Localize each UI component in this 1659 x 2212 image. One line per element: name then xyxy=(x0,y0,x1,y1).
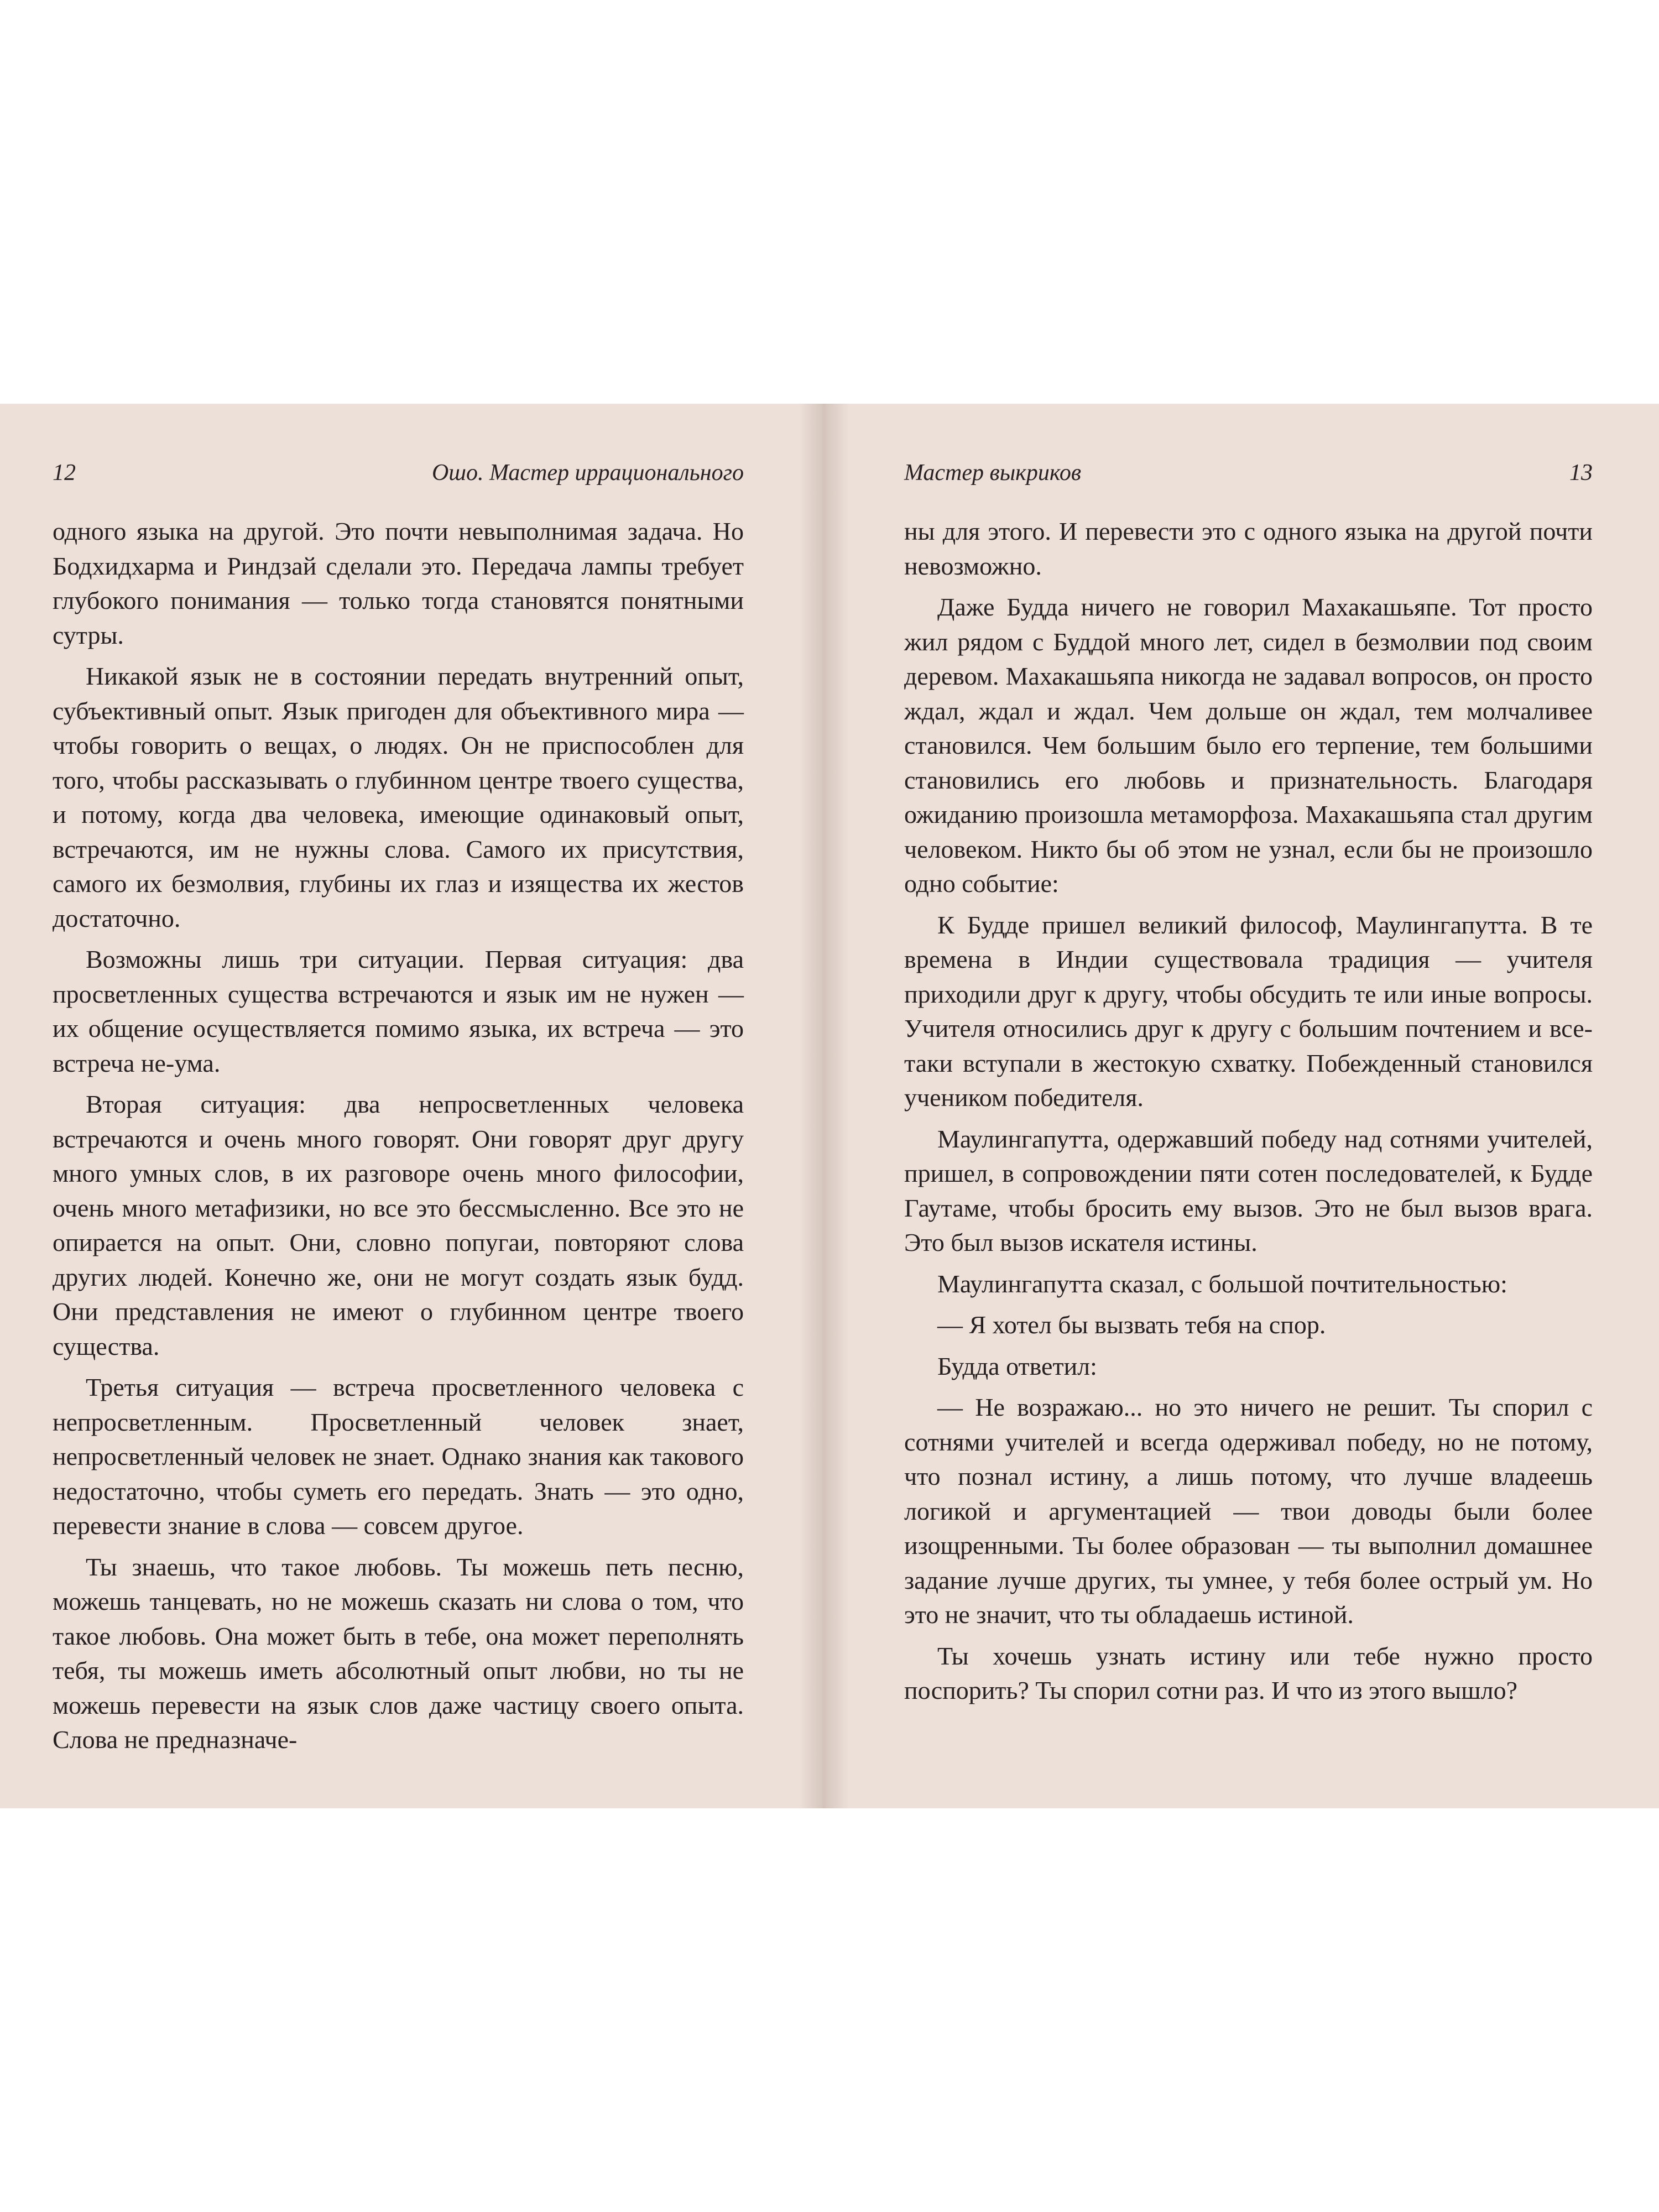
dialogue-line: — Не возражаю... но это ничего не решит. Ты спорил с сотнями учителей и всегда одерживал победу, но не потому, что познал истину, а лишь потому, что лучше владеешь логикой и аргументацией — твои доводы были более изощренными. Ты более образован — ты выполнил домашнее задание лучше других, ты умнее, у тебя более острый ум. Но это не значит, что ты обладаешь истиной. xyxy=(904,1393,1593,1629)
paragraph: Маулингапутта сказал, с большой почтительностью: xyxy=(937,1269,1507,1298)
left-page xyxy=(53,404,744,1808)
paragraph: Ты знаешь, что такое любовь. Ты можешь петь песню, можешь танцевать, но не можешь сказать ни слова о том, что такое любовь. Она может быть в тебе, она может переполнять тебя, ты можешь иметь абсолютный опыт любви, но ты не можешь перевести на язык слов даже частицу своего опыта. Слова не предназначе- xyxy=(53,1552,744,1754)
paragraph: Никакой язык не в состоянии передать внутренний опыт, субъективный опыт. Язык пригоден для объективного мира — чтобы говорить о вещах, о людях. Он не приспособлен для того, чтобы рассказывать о глубинном центре твоего существа, и потому, когда два человека, имеющие одинаковый опыт, встречаются, им не нужны слова. Самого их присутствия, самого их безмолвия, глубины их глаз и изящества их жестов достаточно. xyxy=(53,662,744,932)
paragraph: Даже Будда ничего не говорил Махакашьяпе. Тот просто жил рядом с Буддой много лет, сидел в безмолвии под своим деревом. Махакашьяпа никогда не задавал вопросов, он просто ждал, ждал и ждал. Чем дольше он ждал, тем молчаливее становился. Чем большим было его терпение, тем большими становились его любовь и признательность. Благодаря ожиданию произошла метаморфоза. Махакашьяпа стал другим человеком. Никто бы об этом не узнал, если бы не произошло одно событие: xyxy=(904,593,1593,898)
dialogue-line: — Я хотел бы вызвать тебя на спор. xyxy=(937,1311,1326,1339)
running-title: Мастер выкриков xyxy=(904,460,1082,486)
right-page-header xyxy=(904,456,1593,489)
paragraph: одного языка на другой. Это почти невыполнимая задача. Но Бодхидхарма и Риндзай сделали это. Передача лампы требует глубокого понимания — только тогда становятся понятными сутры. xyxy=(53,517,744,649)
page-number: 12 xyxy=(53,460,76,486)
paragraph: Ты хочешь узнать истину или тебе нужно просто поспорить? Ты спорил сотни раз. И что из этого вышло? xyxy=(904,1641,1593,1704)
paragraph: Третья ситуация — встреча просветленного человека с непросветленным. Просветленный человек знает, непросветленный человек не знает. Однако знания как такового недостаточно, чтобы суметь его передать. Знать — это одно, перевести знание в слова — совсем другое. xyxy=(53,1373,744,1540)
book-spread xyxy=(0,404,1659,1808)
running-title: Ошо. Мастер иррационального xyxy=(431,460,744,486)
left-page-body xyxy=(53,514,744,1764)
page-number: 13 xyxy=(1569,460,1593,486)
right-page xyxy=(904,404,1593,1808)
paragraph: ны для этого. И перевести это с одного языка на другой почти невозможно. xyxy=(904,517,1593,580)
paragraph: Вторая ситуация: два непросветленных человека встречаются и очень много говорят. Они говорят друг другу много умных слов, в их разговоре очень много философии, очень много метафизики, но все это бессмысленно. Все это не опирается на опыт. Они, словно попугаи, повторяют слова других людей. Конечно же, они не могут создать язык будд. Они представления не имеют о глубинном центре твоего существа. xyxy=(53,1090,744,1360)
paragraph: Будда ответил: xyxy=(937,1352,1097,1380)
paragraph: Возможны лишь три ситуации. Первая ситуация: два просветленных существа встречаются и язык им не нужен — их общение осуществляется помимо языка, их встреча — это встреча не-ума. xyxy=(53,945,744,1077)
paragraph: К Будде пришел великий философ, Маулингапутта. В те времена в Индии существовала традиция — учителя приходили друг к другу, чтобы обсудить те или иные вопросы. Учителя относились друг к другу с большим почтением и все-таки вступали в жестокую схватку. Побежденный становился учеником победителя. xyxy=(904,910,1593,1112)
right-page-body xyxy=(904,514,1593,1715)
left-page-header xyxy=(53,456,744,489)
paragraph: Маулингапутта, одержавший победу над сотнями учителей, пришел, в сопровождении пяти сотен последователей, к Будде Гаутаме, чтобы бросить ему вызов. Это не был вызов врага. Это был вызов искателя истины. xyxy=(904,1124,1593,1256)
book-gutter xyxy=(799,404,849,1808)
